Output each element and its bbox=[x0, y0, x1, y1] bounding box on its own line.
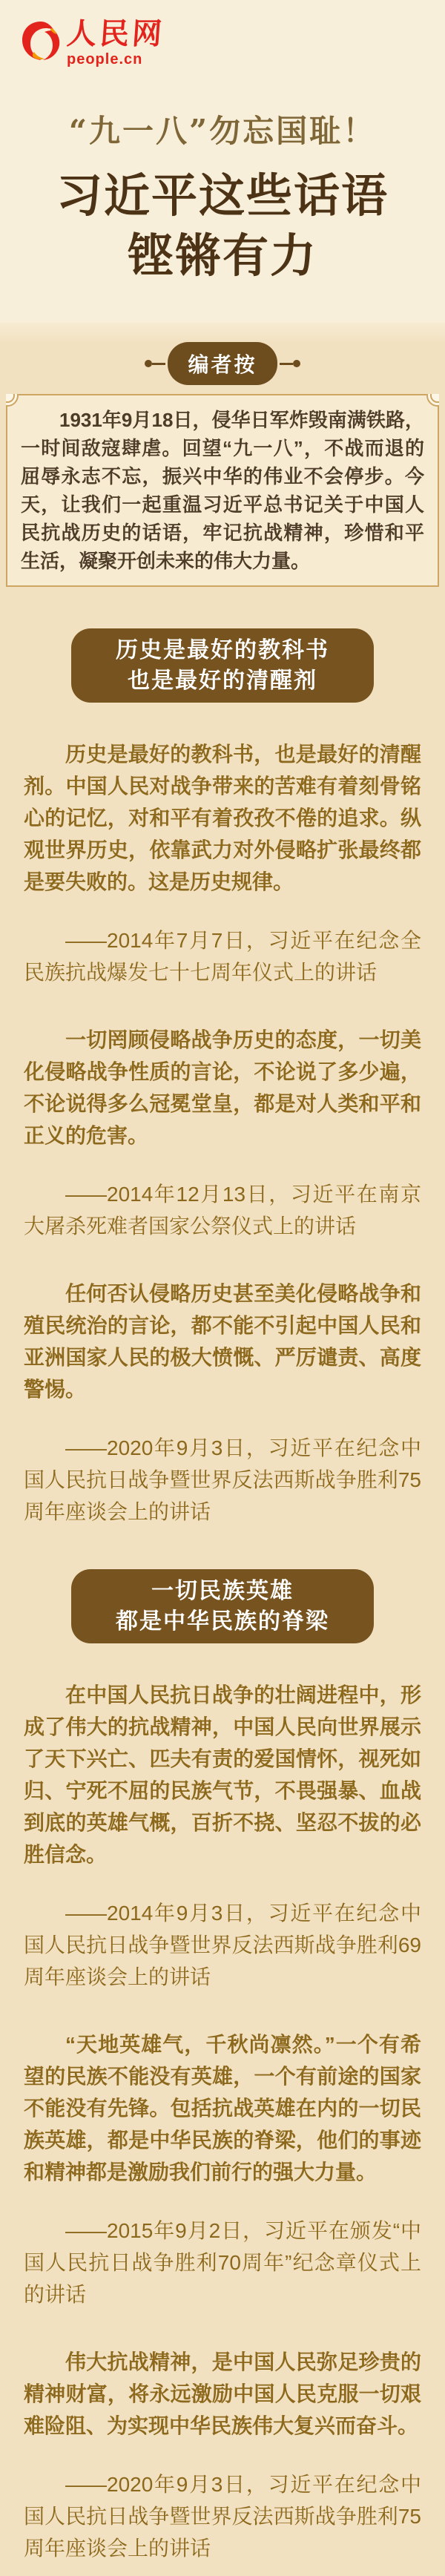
badge-line-left-icon bbox=[152, 363, 165, 365]
main-section bbox=[0, 323, 445, 2576]
badge-line-right-icon bbox=[280, 363, 293, 365]
people-logo-swirl-icon bbox=[19, 19, 62, 66]
section-heading-line1: 历史是最好的教科书 bbox=[116, 638, 329, 663]
quote-source: ——2015年9月2日，习近平在颁发“中国人民抗日战争胜利70周年”纪念章仪式上的讲话 bbox=[24, 2219, 421, 2307]
corner-ornament-top-left-icon bbox=[6, 394, 24, 412]
logo-en-text: people.cn bbox=[67, 51, 143, 68]
quote-source: ——2014年12月13日，习近平在南京大屠杀死难者国家公祭仪式上的讲话 bbox=[24, 1183, 421, 1238]
section-heading-line2: 都是中华民族的脊梁 bbox=[116, 1609, 329, 1634]
quote-paragraph: “天地英雄气，千秋尚凛然。”一个有希望的民族不能没有英雄，一个有前途的国家不能没有先锋。包括抗战英雄在内的一切民族英雄，都是中华民族的脊梁，他们的事迹和精神都是激励我们前行的强大力量。 bbox=[24, 2033, 421, 2184]
people-cn-logo bbox=[19, 16, 445, 68]
page-title-line2: 铿锵有力 bbox=[127, 228, 317, 283]
quote-source: ——2020年9月3日，习近平在纪念中国人民抗日战争暨世界反法西斯战争胜利75周年座谈会上的讲话 bbox=[24, 2473, 421, 2560]
section-heading bbox=[71, 628, 374, 703]
bottom-padding bbox=[0, 2564, 445, 2576]
badge-dot-right-icon bbox=[293, 360, 300, 367]
corner-ornament-top-right-icon bbox=[421, 394, 439, 412]
quote-paragraph: 任何否认侵略历史甚至美化侵略战争和殖民统治的言论，都不能不引起中国人民和亚洲国家人民的极大愤慨、严厉谴责、高度警惕。 bbox=[24, 1282, 421, 1402]
editor-badge-row bbox=[0, 323, 445, 385]
section-heading-line2: 也是最好的清醒剂 bbox=[128, 668, 317, 694]
logo-cn-text: 人民网 bbox=[65, 16, 166, 51]
quote-source: ——2014年9月3日，习近平在纪念中国人民抗日战争暨世界反法西斯战争胜利69周年座谈会上的讲话 bbox=[24, 1902, 421, 1989]
section-heading bbox=[71, 1569, 374, 1643]
editor-note-box bbox=[6, 394, 439, 587]
logo-text-block bbox=[65, 16, 166, 68]
slogan: “九一八”勿忘国耻！ bbox=[68, 113, 377, 149]
editor-badge: 编者按 bbox=[168, 342, 277, 385]
badge-dot-left-icon bbox=[145, 360, 152, 367]
page-title bbox=[0, 166, 445, 286]
quote-paragraph: 在中国人民抗日战争的壮阔进程中，形成了伟大的抗战精神，中国人民向世界展示了天下兴亡、匹夫有责的爱国情怀，视死如归、宁死不屈的民族气节，不畏强暴、血战到底的英雄气概，百折不挠、坚忍不拔的必胜信念。 bbox=[24, 1683, 421, 1867]
quote-source: ——2014年7月7日，习近平在纪念全民族抗战爆发七十七周年仪式上的讲话 bbox=[24, 929, 421, 985]
quote-paragraph: 伟大抗战精神，是中国人民弥足珍贵的精神财富，将永远激励中国人民克服一切艰难险阻、为实现中华民族伟大复兴而奋斗。 bbox=[24, 2350, 421, 2438]
quote-paragraph: 历史是最好的教科书，也是最好的清醒剂。中国人民对战争带来的苦难有着刻骨铭心的记忆，对和平有着孜孜不倦的追求。纵观世界历史，依靠武力对外侵略扩张最终都是要失败的。这是历史规律。 bbox=[24, 743, 421, 894]
hero-section bbox=[0, 0, 445, 323]
page-title-line1: 习近平这些话语 bbox=[56, 168, 389, 223]
section-heading-line1: 一切民族英雄 bbox=[151, 1579, 294, 1604]
quote-source: ——2020年9月3日，习近平在纪念中国人民抗日战争暨世界反法西斯战争胜利75周年座谈会上的讲话 bbox=[24, 1436, 421, 1524]
quote-paragraph: 一切罔顾侵略战争历史的态度，一切美化侵略战争性质的言论，不论说了多少遍，不论说得多么冠冕堂皇，都是对人类和平和正义的危害。 bbox=[24, 1028, 421, 1148]
editor-note-text: 1931年9月18日，侵华日军炸毁南满铁路，一时间敌寇肆虐。回望“九一八”，不战而退的屈辱永志不忘，振兴中华的伟业不会停步。今天，让我们一起重温习近平总书记关于中国人民抗战历史的话语，牢记抗战精神，珍惜和平生活，凝聚开创未来的伟大力量。 bbox=[21, 409, 424, 573]
